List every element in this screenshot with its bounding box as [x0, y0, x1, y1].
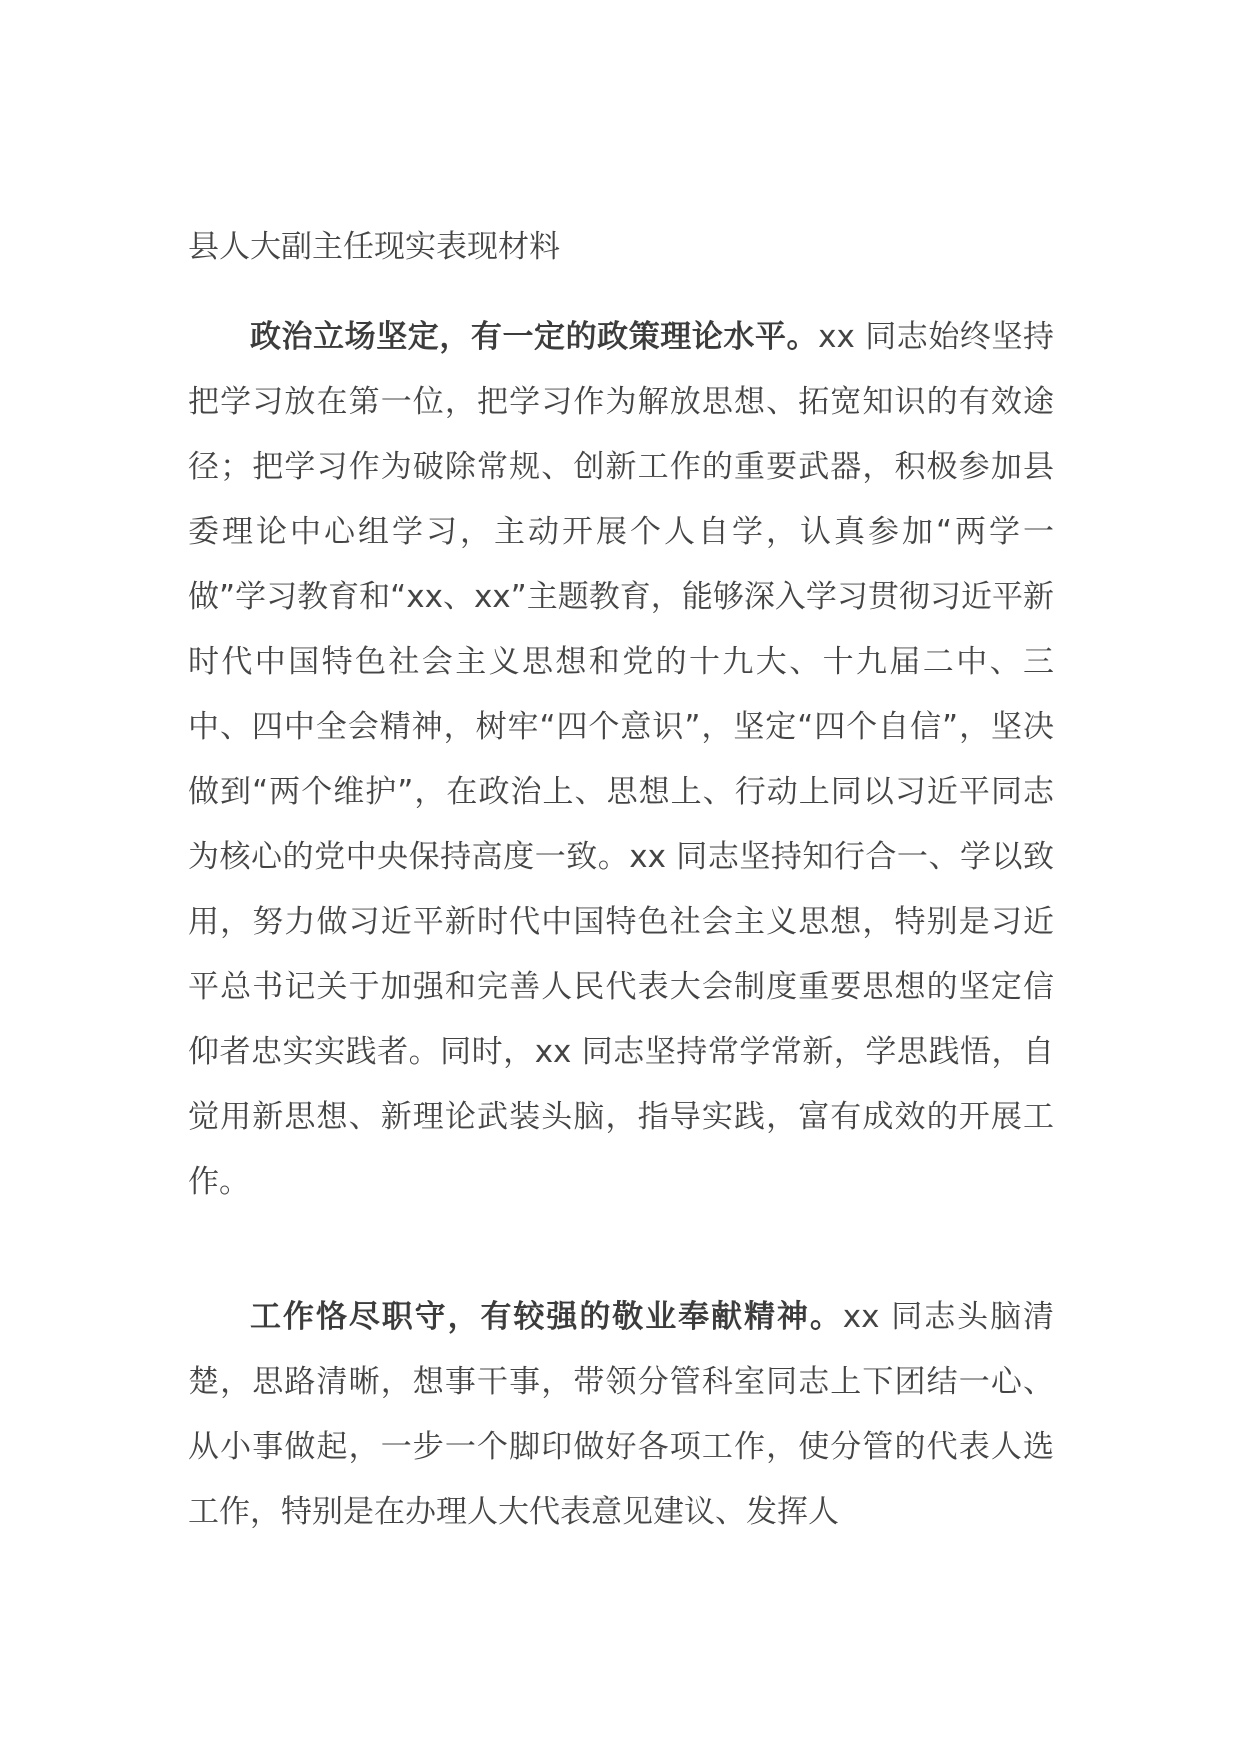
- document-title: 县人大副主任现实表现材料: [188, 229, 560, 265]
- paragraph-political-stance: [188, 305, 1054, 1215]
- paragraph-work-dedication: [188, 1285, 1054, 1545]
- paragraph-body: xx 同志头脑清楚，思路清晰，想事干事，带领分管科室同志上下团结一心、从小事做起，一步一个脚印做好各项工作，使分管的代表人选工作，特别是在办理人大代表意见建议、发挥人: [188, 1299, 1055, 1530]
- paragraph-lead-heading: 政治立场坚定，有一定的政策理论水平。: [250, 319, 819, 355]
- paragraph-lead-heading: 工作恪尽职守，有较强的敬业奉献精神。: [250, 1299, 843, 1335]
- paragraph-body: xx 同志始终坚持把学习放在第一位，把学习作为解放思想、拓宽知识的有效途径；把学习作为破除常规、创新工作的重要武器，积极参加县委理论中心组学习，主动开展个人自学，认真参加“两学一做”学习教育和“xx、xx”主题教育，能够深入学习贯彻习近平新时代中国特色社会主义思想和党的十九大、十九届二中、三中、四中全会精神，树牢“四个意识”，坚定“四个自信”，坚决做到“两个维护”，在政治上、思想上、行动上同以习近平同志为核心的党中央保持高度一致。xx 同志坚持知行合一、学以致用，努力做习近平新时代中国特色社会主义思想，特别是习近平总书记关于加强和完善人民代表大会制度重要思想的坚定信仰者忠实实践者。同时，xx 同志坚持常学常新，学思践悟，自觉用新思想、新理论武装头脑，指导实践，富有成效的开展工作。: [188, 319, 1055, 1200]
